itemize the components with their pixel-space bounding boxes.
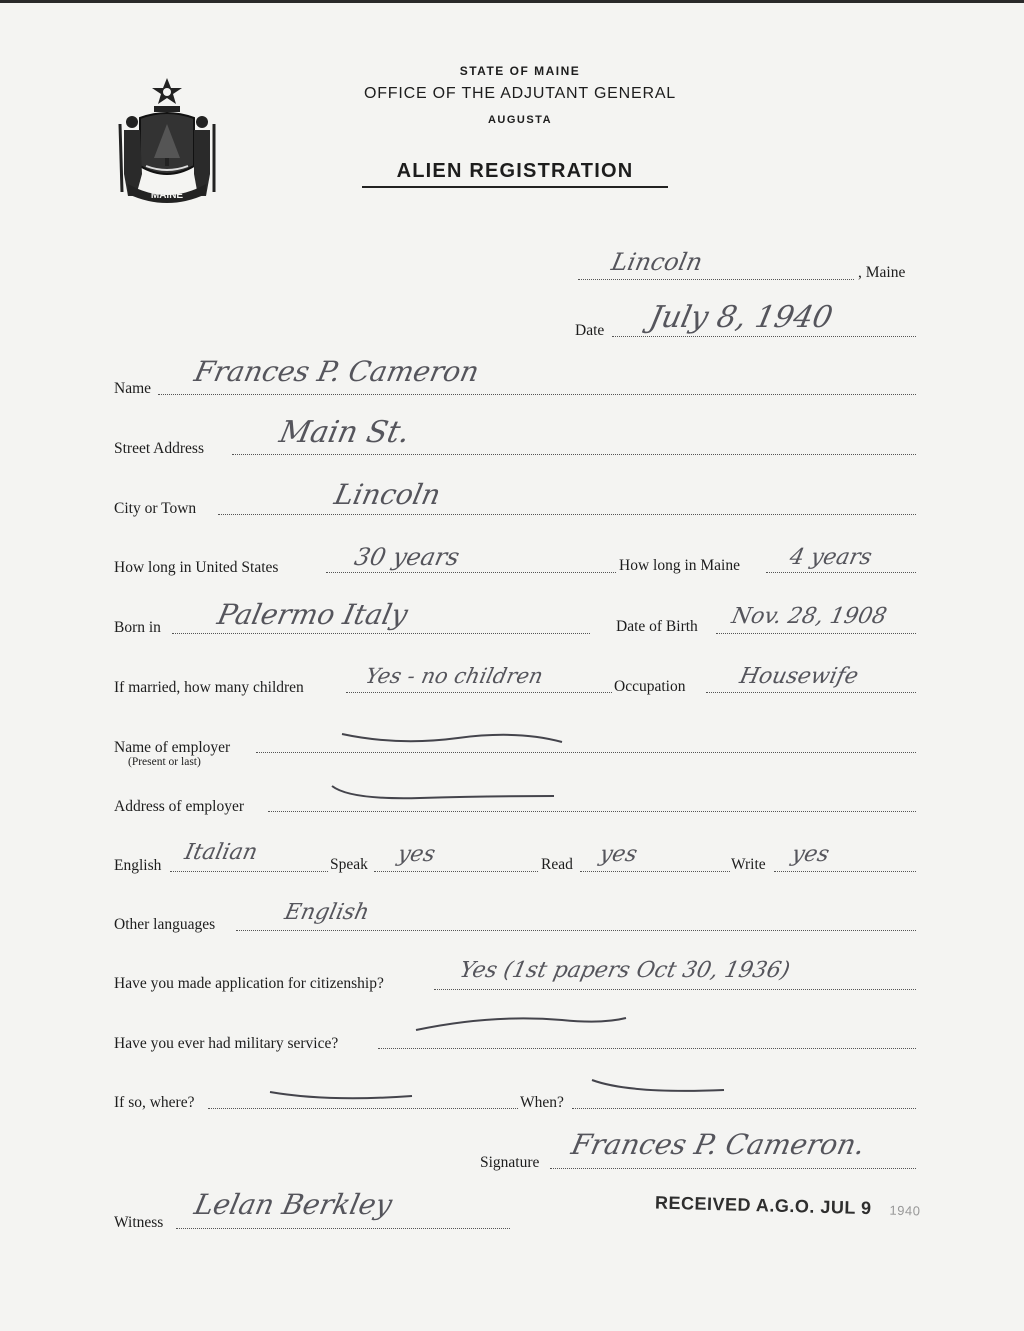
military-line (378, 1048, 916, 1049)
when-label: When? (520, 1094, 564, 1111)
state-seal-icon (110, 74, 224, 204)
employer-label: Name of employer (114, 739, 231, 756)
top-border (0, 0, 1024, 3)
other-languages-value: English (282, 900, 372, 925)
city-line (218, 514, 916, 515)
employer-address-label: Address of employer (114, 798, 244, 815)
signature-value: Frances P. Cameron. (568, 1128, 868, 1161)
speak-label: Speak (330, 856, 368, 873)
how-long-maine-label: How long in Maine (619, 557, 740, 574)
english-line (170, 871, 328, 872)
write-label: Write (731, 856, 766, 873)
date-line (612, 336, 916, 337)
witness-value: Lelan Berkley (191, 1188, 396, 1221)
where-label: If so, where? (114, 1094, 195, 1111)
born-in-line (172, 633, 590, 634)
english-label: English (114, 857, 162, 874)
street-line (232, 454, 916, 455)
when-line (572, 1108, 916, 1109)
how-long-us-line (326, 572, 616, 573)
employer-address-line (268, 811, 916, 812)
name-line (158, 394, 916, 395)
received-stamp (655, 1193, 921, 1221)
speak-line (374, 871, 538, 872)
city-value: Lincoln (331, 478, 444, 511)
read-line (580, 871, 730, 872)
citizenship-value: Yes (1st papers Oct 30, 1936) (457, 958, 793, 983)
location-value: Lincoln (609, 248, 706, 276)
other-languages-line (236, 930, 916, 931)
date-label: Date (575, 322, 605, 339)
dob-line (716, 633, 916, 634)
citizenship-label: Have you made application for citizenship? (114, 975, 384, 992)
city-heading: AUGUSTA (487, 114, 553, 126)
occupation-label: Occupation (614, 678, 686, 695)
employer-address-dash-stroke (330, 780, 560, 804)
received-stamp-year: 1940 (889, 1202, 921, 1219)
form-title: ALIEN REGISTRATION (362, 160, 668, 188)
name-value: Frances P. Cameron (191, 355, 483, 388)
married-line (346, 692, 612, 693)
seal-motto: MAINE (150, 190, 184, 201)
english-value: Italian (182, 840, 260, 865)
born-in-label: Born in (114, 619, 161, 636)
read-value: yes (597, 842, 640, 867)
write-line (774, 871, 916, 872)
state-heading: STATE OF MAINE (459, 64, 581, 78)
occupation-line (706, 692, 916, 693)
how-long-us-label: How long in United States (114, 559, 279, 576)
location-suffix: , Maine (858, 264, 906, 281)
citizenship-line (434, 989, 916, 990)
other-languages-label: Other languages (114, 916, 216, 933)
military-dash-stroke (412, 1010, 632, 1036)
military-label: Have you ever had military service? (114, 1035, 339, 1052)
where-line (208, 1108, 518, 1109)
signature-label: Signature (480, 1154, 540, 1171)
street-label: Street Address (114, 440, 204, 457)
married-label: If married, how many children (114, 679, 304, 696)
employer-dash-stroke (338, 724, 568, 748)
speak-value: yes (395, 842, 438, 867)
read-label: Read (541, 856, 573, 873)
location-line (578, 279, 854, 280)
employer-line (256, 752, 916, 753)
how-long-us-value: 30 years (352, 543, 463, 571)
how-long-maine-line (766, 572, 916, 573)
office-heading: OFFICE OF THE ADJUTANT GENERAL (363, 85, 677, 102)
occupation-value: Housewife (737, 664, 861, 689)
dob-label: Date of Birth (616, 618, 698, 635)
married-value: Yes - no children (363, 664, 546, 688)
born-in-value: Palermo Italy (214, 598, 411, 631)
signature-line (550, 1168, 916, 1169)
employer-sublabel: (Present or last) (128, 756, 201, 768)
city-label: City or Town (114, 500, 197, 517)
dob-value: Nov. 28, 1908 (729, 604, 889, 629)
name-label: Name (114, 380, 152, 397)
how-long-maine-value: 4 years (787, 545, 875, 570)
received-stamp-text: RECEIVED A.G.O. JUL 9 (654, 1192, 872, 1219)
date-value: July 8, 1940 (646, 300, 836, 335)
witness-line (176, 1228, 510, 1229)
witness-label: Witness (114, 1214, 164, 1231)
street-value: Main St. (276, 415, 413, 450)
when-dash-stroke (590, 1076, 730, 1098)
where-dash-stroke (268, 1086, 418, 1106)
write-value: yes (789, 842, 832, 867)
